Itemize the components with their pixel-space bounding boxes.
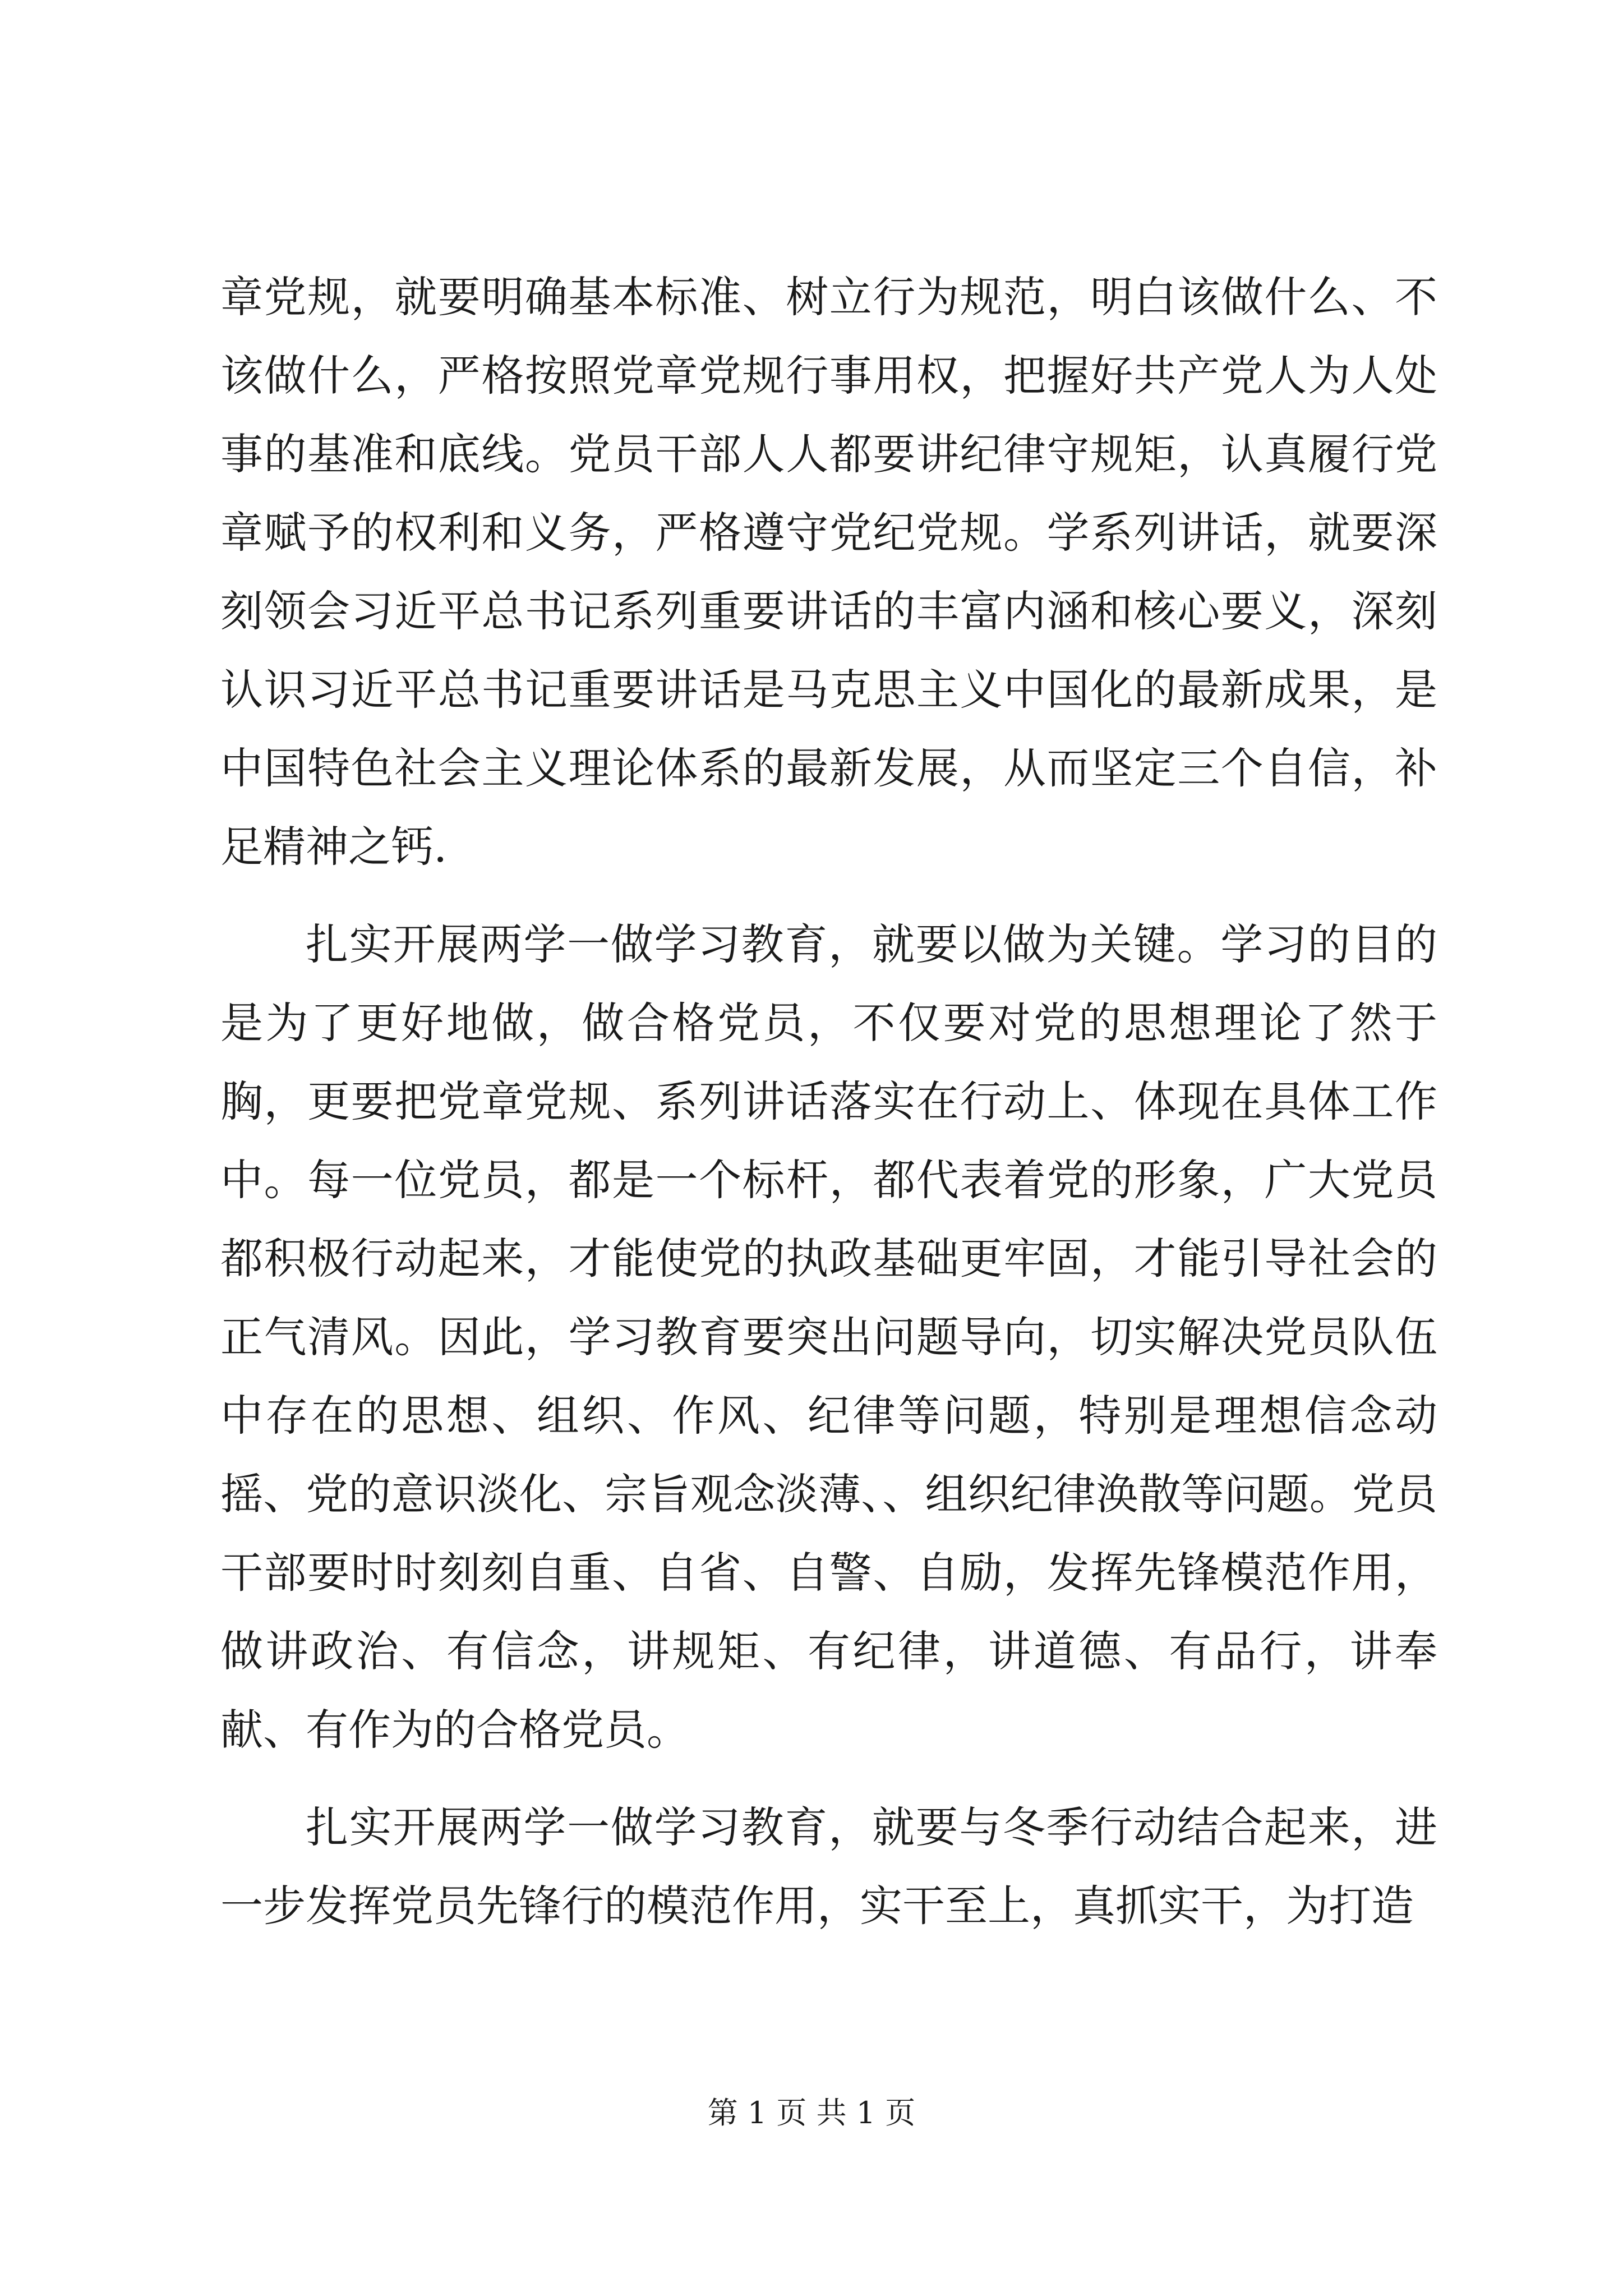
paragraph-continuation: 章党规，就要明确基本标准、树立行为规范，明白该做什么、不该做什么，严格按照党章党规行事用权，把握好共产党人为人处事的基准和底线。党员干部人人都要讲纪律守规矩，认真履行党章赋予的权利和义务，严格遵守党纪党规。学系列讲话，就要深刻领会习近平总书记系列重要讲话的丰富内涵和核心要义，深刻认识习近平总书记重要讲话是马克思主义中国化的最新成果，是中国特色社会主义理论体系的最新发展，从而坚定三个自信，补足精神之钙. bbox=[220, 272, 1437, 872]
page-footer bbox=[0, 2093, 1623, 2133]
paragraph: 扎实开展两学一做学习教育，就要以做为关键。学习的目的是为了更好地做，做合格党员，不仅要对党的思想理论了然于胸，更要把党章党规、系列讲话落实在行动上、体现在具体工作中。每一位党员，都是一个标杆，都代表着党的形象，广大党员都积极行动起来，才能使党的执政基础更牢固，才能引导社会的正气清风。因此，学习教育要突出问题导向，切实解决党员队伍中存在的思想、组织、作风、纪律等问题，特别是理想信念动摇、党的意识淡化、宗旨观念淡薄、、组织纪律涣散等问题。党员干部要时时刻刻自重、自省、自警、自励，发挥先锋模范作用，做讲政治、有信念，讲规矩、有纪律，讲道德、有品行，讲奉献、有作为的合格党员。 bbox=[220, 919, 1437, 1755]
page-number-label: 第 1 页 共 1 页 bbox=[707, 2095, 916, 2131]
paragraph: 扎实开展两学一做学习教育，就要与冬季行动结合起来，进一步发挥党员先锋行的模范作用，实干至上，真抓实干，为打造 bbox=[220, 1802, 1437, 1931]
document-body bbox=[220, 258, 1437, 1945]
